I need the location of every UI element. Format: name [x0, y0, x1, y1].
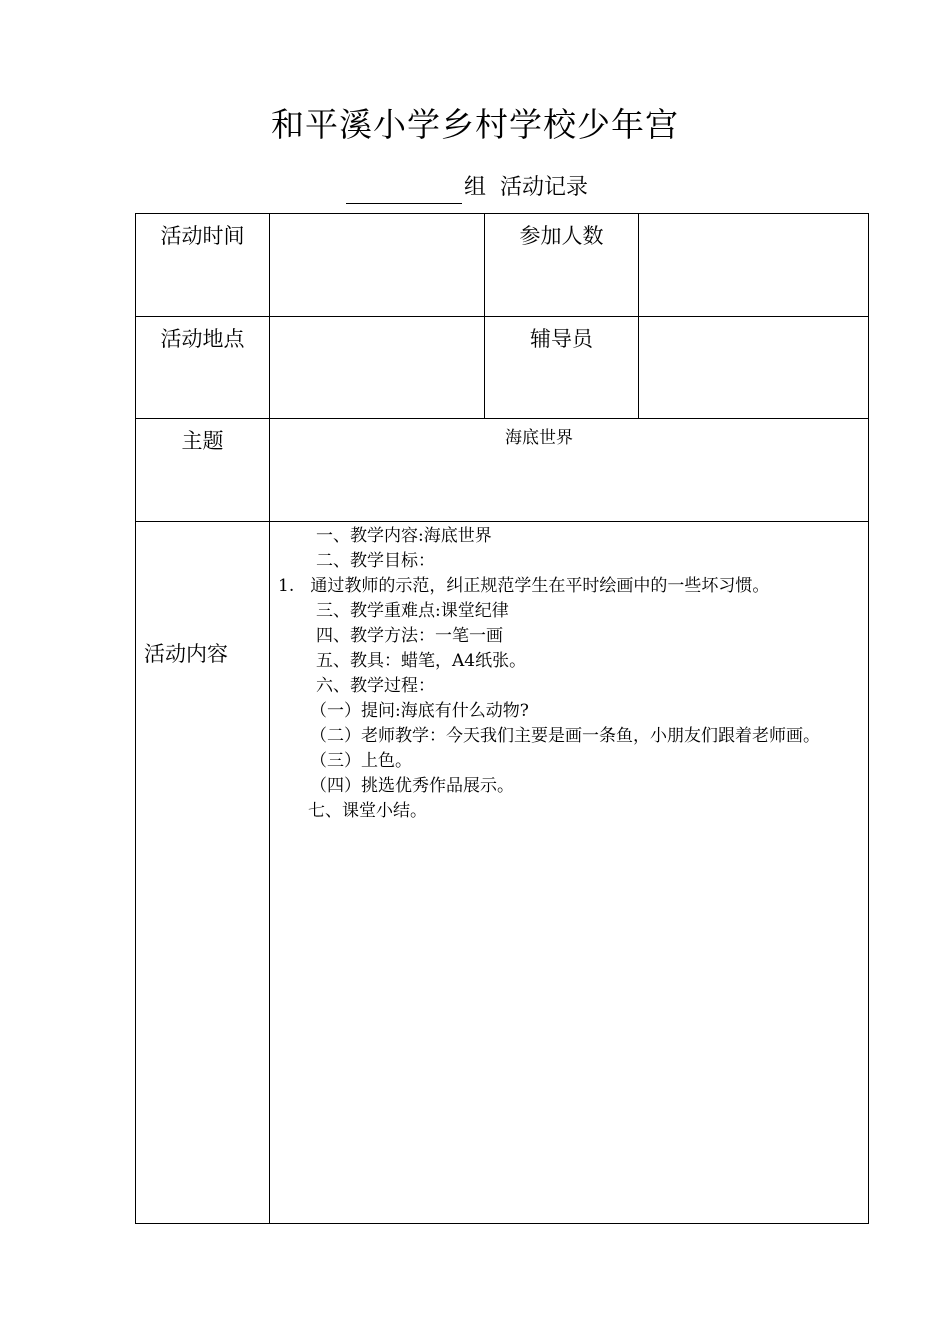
- location-label-cell: [136, 317, 270, 419]
- content-line: 三、教学重难点:课堂纪律: [316, 601, 509, 621]
- location-value-cell[interactable]: [270, 317, 485, 419]
- content-line: （二）老师教学：今天我们主要是画一条鱼，小朋友们跟着老师画。: [310, 726, 820, 746]
- content-label: 活动内容: [144, 641, 228, 666]
- row-location: [136, 317, 869, 419]
- page-title: 和平溪小学乡村学校少年宫: [271, 105, 679, 144]
- content-line: 七、课堂小结。: [308, 801, 427, 821]
- content-line: （三）上色。: [310, 751, 412, 771]
- content-line: 五、教具：蜡笔，A4纸张。: [316, 651, 527, 671]
- content-line: 1. 通过教师的示范，纠正规范学生在平时绘画中的一些坏习惯。: [278, 576, 770, 596]
- subtitle-text: 组 活动记录: [464, 175, 588, 200]
- row-topic: [136, 419, 869, 522]
- participants-value-cell[interactable]: [639, 214, 869, 317]
- topic-label: 主题: [181, 429, 224, 453]
- content-line: 六、教学过程：: [316, 676, 435, 696]
- instructor-label-cell: [485, 317, 639, 419]
- group-name-blank[interactable]: [346, 169, 462, 204]
- content-body[interactable]: [270, 522, 869, 1224]
- content-line: 四、教学方法：一笔一画: [316, 626, 503, 646]
- content-line: 一、教学内容:海底世界: [316, 526, 492, 546]
- topic-value[interactable]: 海底世界: [270, 419, 869, 522]
- content-line: （一）提问:海底有什么动物?: [310, 701, 529, 721]
- location-label: 活动地点: [160, 327, 245, 351]
- row-content: [136, 522, 869, 1224]
- content-line: 二、教学目标：: [316, 551, 435, 571]
- content-line: （四）挑选优秀作品展示。: [310, 776, 514, 796]
- time-label: 活动时间: [160, 224, 245, 248]
- content-label-cell: [136, 522, 270, 1224]
- topic-label-cell: [136, 419, 270, 522]
- instructor-label: 辅导员: [530, 327, 593, 351]
- subtitle: [346, 168, 588, 204]
- participants-label: 参加人数: [519, 224, 604, 248]
- time-value-cell[interactable]: [270, 214, 485, 317]
- instructor-value-cell[interactable]: [639, 317, 869, 419]
- row-time: [136, 214, 869, 317]
- activity-record-table: [135, 213, 869, 1224]
- participants-label-cell: [485, 214, 639, 317]
- time-label-cell: [136, 214, 270, 317]
